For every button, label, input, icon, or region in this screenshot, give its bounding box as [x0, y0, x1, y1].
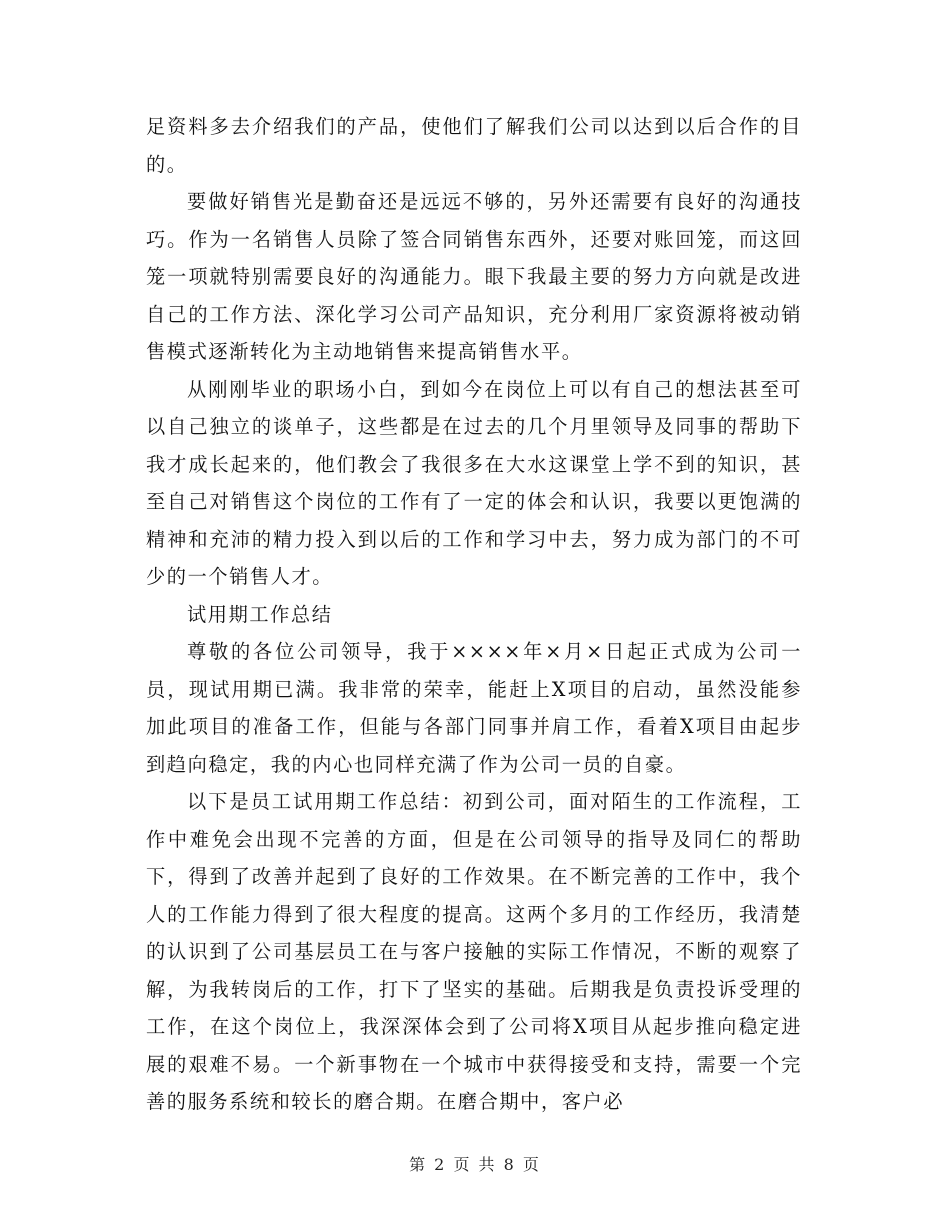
section-title: 试用期工作总结 [187, 602, 333, 626]
paragraph-5: 以下是员工试用期工作总结：初到公司，面对陌生的工作流程，工作中难免会出现不完善的方面，但是在公司领导的指导及同仁的帮助下，得到了改善并起到了良好的工作效果。在不断完善的工作中，我个人的工作能力得到了很大程度的提高。这两个多月的工作经历，我清楚的认识到了公司基层员工在与客户接触的实际工作情况，不断的观察了解，为我转岗后的工作，打下了坚实的基础。后期我是负责投诉受理的工作，在这个岗位上，我深深体会到了公司将X项目从起步推向稳定进展的艰难不易。一个新事物在一个城市中获得接受和支持，需要一个完善的服务系统和较长的磨合期。在磨合期中，客户必 [146, 790, 802, 1113]
page-number-footer: 第 2 页 共 8 页 [409, 1155, 541, 1174]
paragraph-3: 从刚刚毕业的职场小白，到如今在岗位上可以有自己的想法甚至可以自己独立的谈单子，这些都是在过去的几个月里领导及同事的帮助下我才成长起来的，他们教会了我很多在大水这课堂上学不到的知识，甚至自己对销售这个岗位的工作有了一定的体会和认识，我要以更饱满的精神和充沛的精力投入到以后的工作和学习中去，努力成为部门的不可少的一个销售人才。 [146, 377, 802, 588]
paragraph-1: 足资料多去介绍我们的产品，使他们了解我们公司以达到以后合作的目的。 [146, 115, 802, 176]
paragraph-4: 尊敬的各位公司领导，我于××××年×月×日起正式成为公司一员，现试用期已满。我非常的荣幸，能赶上X项目的启动，虽然没能参加此项目的准备工作，但能与各部门同事并肩工作，看着X项目由起步到趋向稳定，我的内心也同样充满了作为公司一员的自豪。 [146, 640, 802, 776]
document-body [146, 108, 802, 1121]
paragraph-2: 要做好销售光是勤奋还是远远不够的，另外还需要有良好的沟通技巧。作为一名销售人员除了签合同销售东西外，还要对账回笼，而这回笼一项就特别需要良好的沟通能力。眼下我最主要的努力方向就是改进自己的工作方法、深化学习公司产品知识，充分利用厂家资源将被动销售模式逐渐转化为主动地销售来提高销售水平。 [146, 190, 802, 363]
